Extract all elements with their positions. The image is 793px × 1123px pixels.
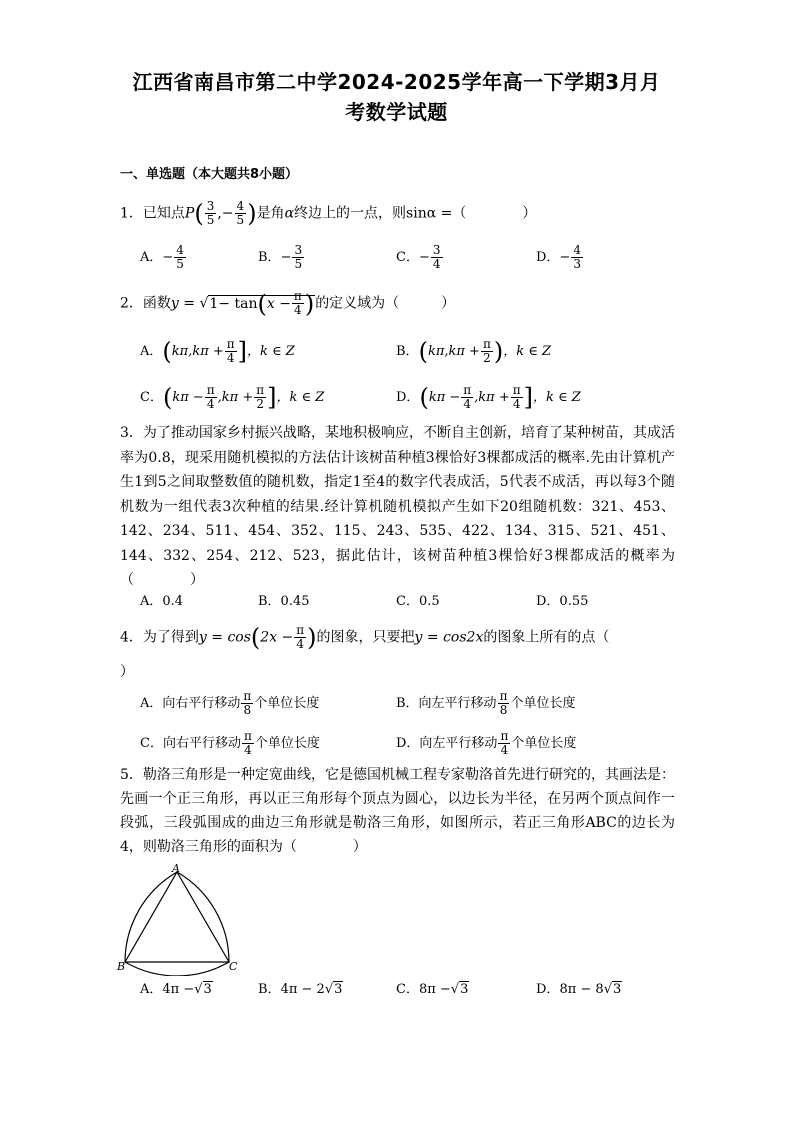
- vertex-label-b: B: [117, 960, 126, 973]
- q4-option-d[interactable]: D．向左平行移动 $\frac{\pi}{4}$ 个单位长度: [396, 729, 577, 757]
- q3-option-a[interactable]: A．0.4: [140, 594, 184, 609]
- exam-title-line2: 考数学试题: [345, 100, 448, 124]
- q2-option-c[interactable]: C．(kπ − $\frac{\pi}{4}$ ,kπ + $\frac{\pi}{2}$ ]，k ∈ Z: [140, 383, 325, 412]
- q1-option-d[interactable]: D．− $\frac{4}{3}$: [536, 243, 581, 271]
- question-1-stem: 1．已知点P( $\frac{3}{5}$ ,− $\frac{4}{5}$ )是角α终边上的一点，则sinα =（ ）: [120, 199, 537, 228]
- q2-option-a[interactable]: A．(kπ,kπ + $\frac{\pi}{4}$ ]，k ∈ Z: [140, 337, 295, 366]
- vertex-label-a: A: [172, 864, 180, 875]
- q2-option-b[interactable]: B．(kπ,kπ + $\frac{\pi}{2}$ )，k ∈ Z: [396, 337, 552, 366]
- q2-option-d[interactable]: D．(kπ − $\frac{\pi}{4}$ ,kπ + $\frac{\pi}{4}$ ]，k ∈ Z: [396, 383, 581, 412]
- q4-option-c[interactable]: C．向右平行移动 $\frac{\pi}{4}$ 个单位长度: [140, 729, 320, 757]
- q5-option-d[interactable]: D．8π − 8√3: [536, 982, 622, 997]
- equilateral-triangle-abc: [125, 872, 229, 962]
- q3-option-c[interactable]: C．0.5: [396, 594, 440, 609]
- question-5-stem: 5．勒洛三角形是一种定宽曲线，它是德国机械工程专家勒洛首先进行研究的，其画法是：先画一个正三角形，再以正三角形每个顶点为圆心，以边长为半径，在另两个顶点间作一段弧，三段弧围成的曲边三角形就是勒洛三角形，如图所示，若正三角形ABC的边长为4，则勒洛三角形的面积为（ ）: [120, 767, 675, 855]
- vertex-label-c: C: [229, 960, 238, 973]
- q1-option-c[interactable]: C．− $\frac{3}{4}$: [396, 243, 441, 271]
- exam-title-line1: 江西省南昌市第二中学2024-2025学年高一下学期3月月: [132, 70, 661, 94]
- q5-option-a[interactable]: A．4π −√3: [140, 982, 212, 997]
- question-3-stem: 3．为了推动国家乡村振兴战略，某地积极响应，不断自主创新，培育了某种树苗，其成活率为0.8，现采用随机模拟的方法估计该树苗种植3棵恰好3棵都成活的概率.先由计算机产生1到5之间取整数值的随机数，指定1至4的数字代表成活，5代表不成活，再以每3个随机数为一组代表3次种植的结果.经计算机随机模拟产生如下20组随机数：321、453、142、234、511、454、352、115、243、535、422、134、315、521、451、144、332、254、212、523，据此估计，该树苗种植3棵恰好3棵都成活的概率为（ ）: [120, 425, 675, 588]
- q5-option-b[interactable]: B．4π − 2√3: [258, 982, 343, 997]
- question-4-stem-end: ）: [120, 664, 134, 680]
- q5-option-c[interactable]: C．8π −√3: [396, 982, 469, 997]
- question-4-stem: 4．为了得到y = cos(2x − $\frac{\pi}{4}$ )的图象，只要把y = cos2x的图象上所有的点（: [120, 623, 610, 652]
- q3-option-b[interactable]: B．0.45: [258, 594, 310, 609]
- section-heading: 一、单选题（本大题共8小题）: [120, 167, 299, 182]
- q4-option-b[interactable]: B．向左平行移动 $\frac{\pi}{8}$ 个单位长度: [396, 689, 576, 717]
- question-2-stem: 2．函数y = √1− tan(x − $\frac{\pi}{4}$ )的定义域为（ ）: [120, 289, 456, 318]
- q1-option-a[interactable]: A．− $\frac{4}{5}$: [140, 243, 184, 271]
- q3-option-d[interactable]: D．0.55: [536, 594, 589, 609]
- reuleaux-triangle-figure: [112, 864, 242, 976]
- q1-option-b[interactable]: B．− $\frac{3}{5}$: [258, 243, 303, 271]
- q4-option-a[interactable]: A．向右平行移动 $\frac{\pi}{8}$ 个单位长度: [140, 689, 320, 717]
- reuleaux-outline: [125, 872, 229, 976]
